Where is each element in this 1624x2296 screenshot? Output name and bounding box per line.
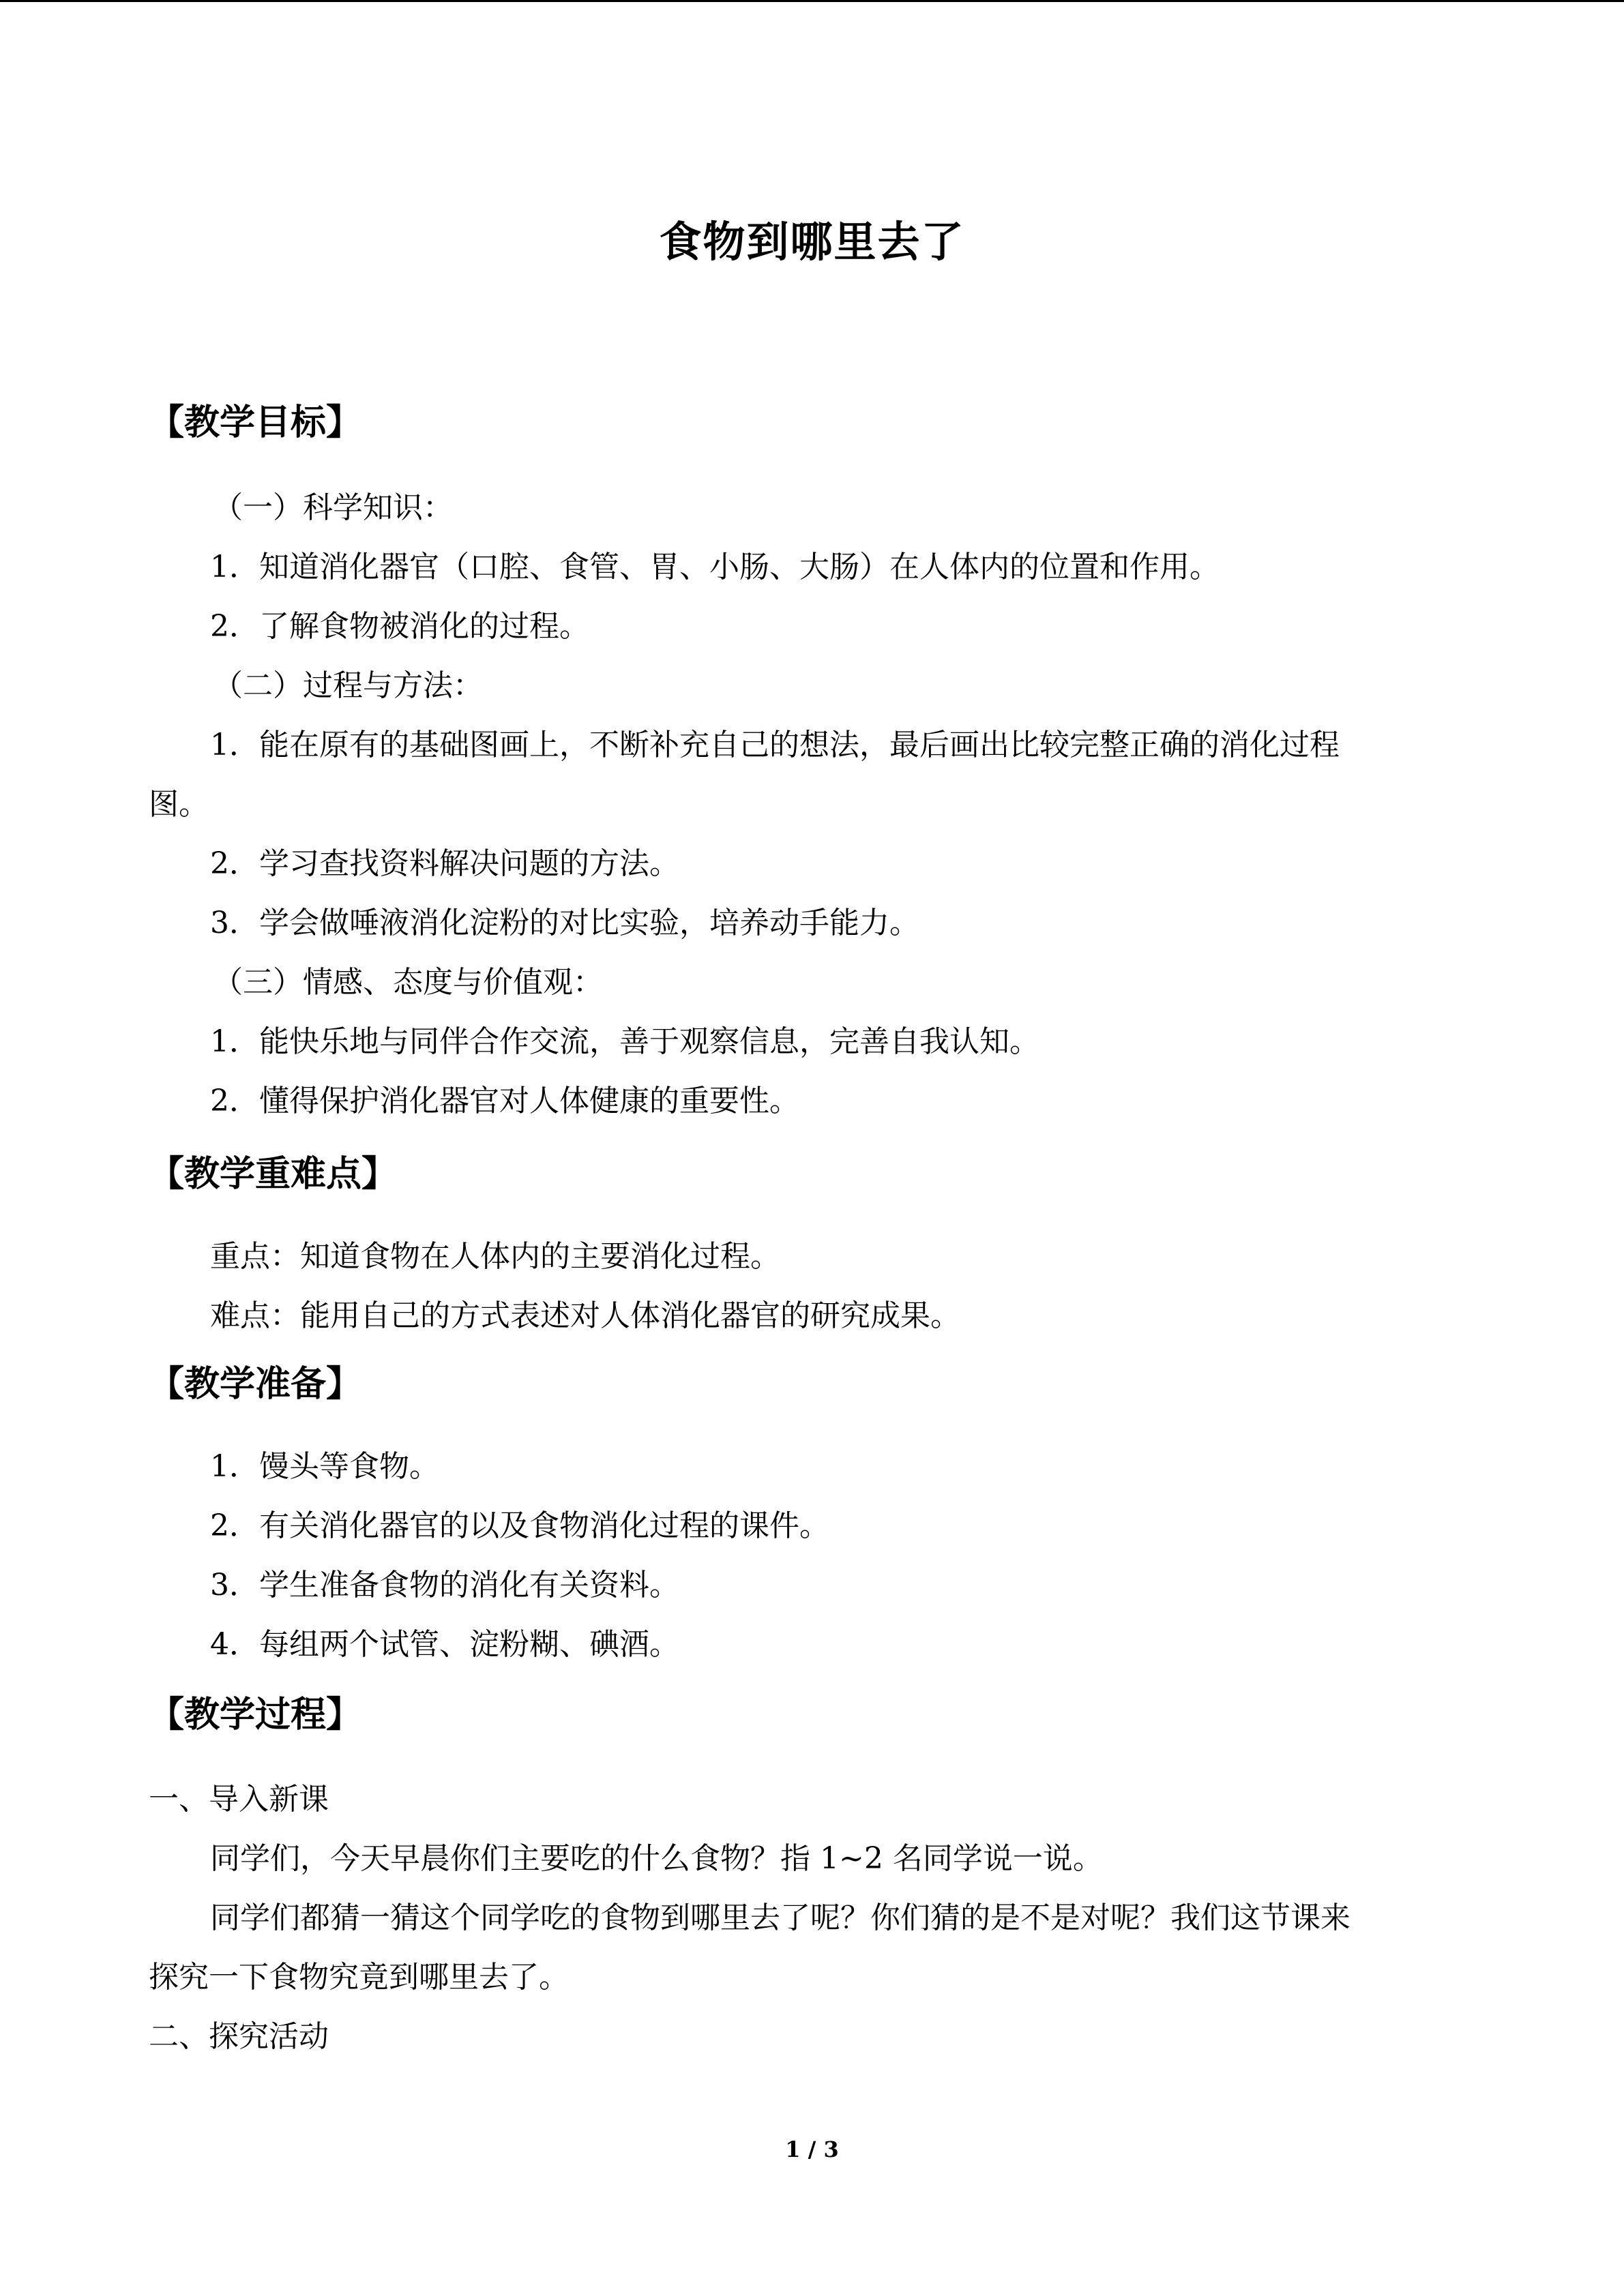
key-point-difficulty: 难点：能用自己的方式表述对人体消化器官的研究成果。 bbox=[210, 1298, 960, 1333]
document-title: 食物到哪里去了 bbox=[659, 217, 965, 267]
emotion-label: （三）情感、态度与价值观： bbox=[213, 965, 603, 1000]
emotion-item-1: 1．能快乐地与同伴合作交流，善于观察信息，完善自我认知。 bbox=[210, 1024, 1039, 1059]
preparation-heading: 【教学准备】 bbox=[149, 1364, 362, 1405]
process-item-2: 2．学习查找资料解决问题的方法。 bbox=[210, 846, 679, 881]
process-label: （二）过程与方法： bbox=[213, 668, 483, 703]
preparation-item-1: 1．馒头等食物。 bbox=[210, 1449, 439, 1484]
preparation-item-3: 3．学生准备食物的消化有关资料。 bbox=[210, 1568, 679, 1602]
knowledge-item-1: 1．知道消化器官（口腔、食管、胃、小肠、大肠）在人体内的位置和作用。 bbox=[210, 550, 1220, 584]
knowledge-item-2: 2．了解食物被消化的过程。 bbox=[210, 609, 589, 644]
process-item-1: 1．能在原有的基础图画上，不断补充自己的想法，最后画出比较完整正确的消化过程 bbox=[210, 728, 1340, 762]
knowledge-label: （一）科学知识： bbox=[213, 490, 453, 525]
process-part-1-title: 一、导入新课 bbox=[149, 1782, 329, 1817]
process-item-1-continued: 图。 bbox=[149, 787, 209, 822]
process-part-1-paragraph-2-continued: 探究一下食物究竟到哪里去了。 bbox=[149, 1960, 569, 1995]
objectives-heading: 【教学目标】 bbox=[149, 402, 362, 443]
preparation-item-2: 2．有关消化器官的以及食物消化过程的课件。 bbox=[210, 1508, 829, 1543]
key-point-focus: 重点：知道食物在人体内的主要消化过程。 bbox=[210, 1239, 780, 1274]
key-points-heading: 【教学重难点】 bbox=[149, 1154, 398, 1195]
process-part-1-paragraph-1: 同学们，今天早晨你们主要吃的什么食物？指 1~2 名同学说一说。 bbox=[210, 1841, 1103, 1876]
process-part-2-title: 二、探究活动 bbox=[149, 2019, 329, 2054]
preparation-item-4: 4．每组两个试管、淀粉糊、碘酒。 bbox=[210, 1627, 679, 1662]
page-number: 1 / 3 bbox=[785, 2136, 839, 2162]
emotion-item-2: 2．懂得保护消化器官对人体健康的重要性。 bbox=[210, 1084, 799, 1118]
process-part-1-paragraph-2: 同学们都猜一猜这个同学吃的食物到哪里去了呢？你们猜的是不是对呢？我们这节课来 bbox=[210, 1900, 1350, 1935]
process-heading: 【教学过程】 bbox=[149, 1695, 362, 1735]
process-item-3: 3．学会做唾液消化淀粉的对比实验，培养动手能力。 bbox=[210, 906, 919, 940]
